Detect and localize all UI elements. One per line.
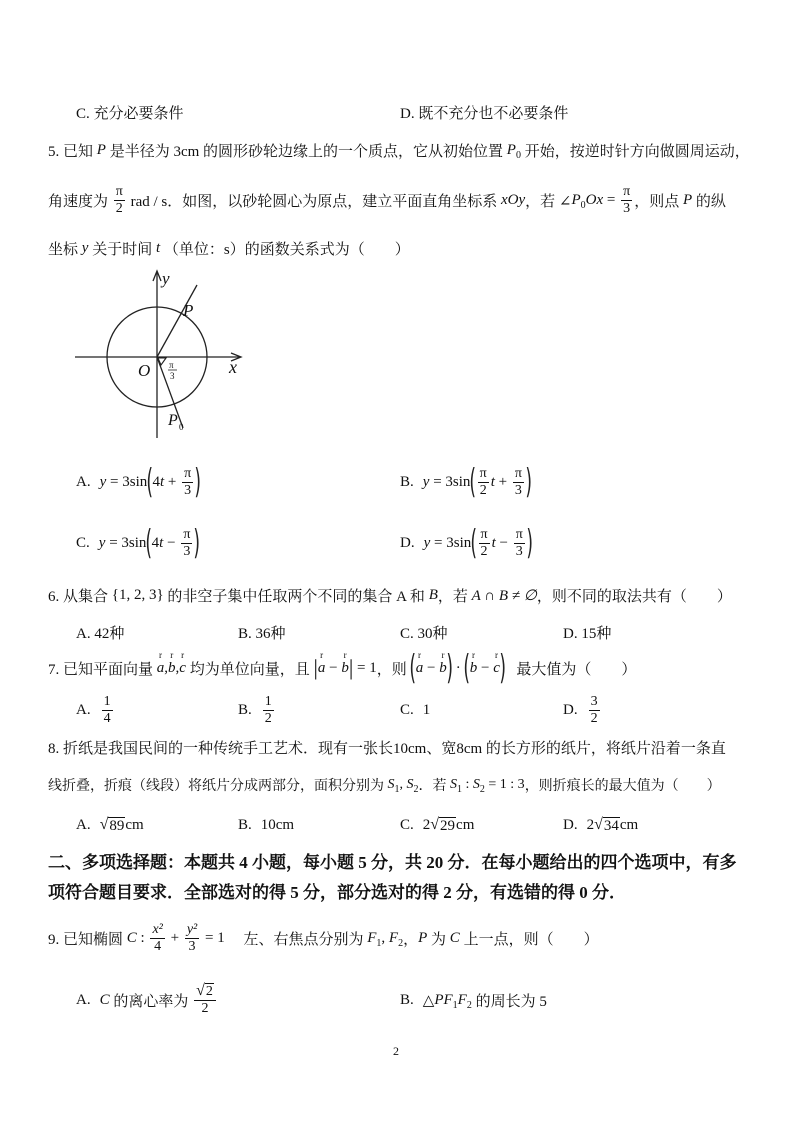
- point-p0-label: P: [168, 412, 178, 429]
- option-label: A.: [76, 991, 91, 1008]
- numerator: π: [479, 465, 487, 481]
- q8-option-c: [400, 810, 474, 840]
- fraction: [102, 694, 113, 727]
- denominator: 2: [590, 710, 598, 726]
- vector-letter: a: [317, 659, 326, 676]
- fraction-pi-over-3: [621, 184, 632, 217]
- q8-stem-line-1: 8. 折纸是我国民间的一种传统手工艺术．现有一张长10cm、宽8cm 的长方形的纸片，将纸片沿着一条直: [48, 740, 726, 757]
- abs-bar-right: |: [348, 655, 354, 680]
- stem-text: （单位：s）的函数关系式为（ ）: [160, 241, 410, 258]
- var-letter: P: [506, 141, 516, 158]
- stem-text: ，则: [376, 661, 411, 678]
- vector-a: [157, 651, 165, 677]
- function-text: = 3sin: [429, 473, 471, 490]
- subscript: 1: [394, 784, 400, 795]
- denominator: 3: [182, 482, 193, 499]
- comma: ,: [399, 777, 407, 792]
- fraction-x2-over-4: [150, 922, 164, 955]
- minus: −: [325, 659, 342, 676]
- vector-letter: c: [493, 659, 500, 676]
- operator: −: [163, 534, 180, 551]
- x-axis-label: x: [229, 357, 237, 377]
- option-text: 的周长为 5: [471, 993, 547, 1010]
- left-paren: (: [145, 523, 153, 563]
- fraction: [478, 466, 489, 499]
- var-c: C: [126, 929, 137, 946]
- stem-text: 7. 已知平面向量: [48, 661, 157, 678]
- area-s2: [407, 777, 419, 793]
- q8-option-a: [76, 810, 144, 840]
- subscript: 1: [452, 999, 458, 1011]
- q8-option-b: [238, 810, 294, 840]
- comma: ,: [175, 659, 180, 676]
- q7-option-d: [563, 695, 602, 725]
- denominator: 4: [150, 938, 164, 955]
- triangle-symbol: △: [422, 992, 435, 1009]
- var-t: t: [155, 239, 161, 256]
- radical-sign: √: [99, 816, 109, 833]
- equals-one: = 1: [201, 929, 225, 946]
- var-p: P: [434, 991, 444, 1008]
- var-letter: S: [450, 777, 457, 792]
- option-label: C.: [400, 816, 414, 833]
- stem-text: ．若: [418, 779, 450, 794]
- operator: +: [494, 473, 511, 490]
- vector-arrow: r: [441, 649, 445, 660]
- point-p0-subscript: 0: [179, 422, 184, 432]
- var-letter: F: [457, 991, 467, 1008]
- stem-text: 均为单位向量，且: [185, 661, 314, 678]
- operator: +: [164, 473, 181, 490]
- unit: cm: [456, 816, 475, 833]
- fraction: [589, 694, 600, 727]
- stem-text: 关于时间: [88, 241, 156, 258]
- var-y: y: [423, 534, 431, 551]
- numerator: x²: [152, 921, 163, 937]
- subscript: 0: [580, 199, 586, 211]
- stem-text: 角速度为: [48, 193, 112, 210]
- radical-sign: √: [594, 816, 603, 833]
- subscript: 2: [398, 937, 404, 949]
- colon: :: [136, 929, 149, 946]
- q4-option-d: D. 既不充分也不必要条件: [400, 105, 569, 122]
- minus: −: [423, 659, 440, 676]
- option-label: A.: [76, 701, 91, 718]
- var-y: y: [422, 473, 430, 490]
- q6-option-c: C. 30种: [400, 625, 448, 642]
- numerator: π: [515, 526, 523, 542]
- unit: cm: [619, 816, 639, 833]
- stem-text: 的纵: [692, 193, 726, 210]
- subscript: 2: [466, 999, 472, 1011]
- fraction: [514, 527, 525, 560]
- numerator: π: [183, 526, 191, 542]
- denominator: 4: [103, 710, 111, 726]
- stem-text: 最大值为（ ）: [505, 661, 637, 678]
- var-t: t: [160, 473, 165, 490]
- stem-text: 5. 已知: [48, 143, 97, 160]
- var-letter: S: [406, 777, 414, 792]
- stem-text: 6. 从集合: [48, 588, 112, 605]
- vector-letter: b: [439, 659, 447, 676]
- section-heading-line-1: 二、多项选择题：本题共 4 小题，每小题 5 分，共 20 分．在每小题给出的四个选项中，有多: [48, 852, 737, 872]
- coefficient: 2: [586, 816, 595, 833]
- numerator: 1: [103, 693, 111, 709]
- q5-stem-line-3: [48, 233, 410, 263]
- coefficient: 4: [151, 534, 160, 551]
- denominator: 2: [478, 482, 489, 499]
- function-text: = 3sin: [106, 473, 148, 490]
- var-c: C: [99, 991, 110, 1008]
- left-paren: (: [146, 462, 154, 502]
- vector-arrow: r: [170, 649, 174, 660]
- stem-text: rad / s．如图，以砂轮圆心为原点，建立平面直角坐标系: [126, 193, 502, 210]
- stem-text: ，则折痕长的最大值为（ ）: [524, 779, 721, 794]
- abs-bar-left: |: [313, 655, 318, 680]
- q9-option-b: [400, 985, 547, 1015]
- fraction: [513, 466, 524, 499]
- q7-option-a: [76, 695, 115, 725]
- q9-stem: [48, 923, 599, 953]
- option-label: A.: [76, 816, 91, 833]
- coefficient: 4: [152, 473, 160, 490]
- var-letter: S: [472, 777, 480, 792]
- q9-option-a: [76, 982, 218, 1016]
- fraction: [182, 466, 193, 499]
- q4-option-c: C. 充分必要条件: [76, 105, 184, 122]
- q7-option-b: [238, 695, 276, 725]
- vector-b: [168, 651, 176, 677]
- vector-letter: b: [341, 659, 349, 676]
- q6-stem: [48, 580, 732, 610]
- var-ox: Ox: [585, 191, 604, 208]
- stem-text: ，若 ∠: [525, 193, 572, 210]
- right-paren: ): [499, 648, 506, 688]
- numerator: 1: [264, 693, 272, 709]
- denominator: 2: [114, 200, 125, 217]
- stem-text: 开始，按逆时针方向做圆周运动，: [520, 143, 750, 160]
- var-p0: [507, 142, 521, 159]
- subscript: 2: [413, 784, 419, 795]
- denominator: 3: [181, 543, 192, 560]
- coefficient: 2: [422, 816, 431, 833]
- stem-text: ，则点: [634, 193, 683, 210]
- fraction: [263, 694, 274, 727]
- radical-sign: √: [196, 982, 205, 999]
- option-label: A.: [76, 473, 91, 490]
- option-text: 的离心率为: [109, 993, 193, 1010]
- origin-label: O: [138, 361, 151, 380]
- var-y: y: [98, 534, 106, 551]
- subscript: 1: [457, 784, 462, 795]
- option-label: B.: [238, 816, 252, 833]
- q5-stem-line-1: [48, 135, 750, 165]
- left-paren: (: [470, 523, 478, 563]
- vector-letter: a: [415, 659, 424, 676]
- set-notation: {1, 2, 3}: [111, 586, 164, 603]
- denominator: 3: [621, 200, 632, 217]
- stem-text: ，若: [437, 588, 472, 605]
- q5-option-b: [400, 462, 532, 502]
- var-c: C: [449, 929, 460, 946]
- vector-arrow: r: [320, 649, 324, 660]
- area-s1: [450, 777, 462, 793]
- operator: −: [495, 534, 512, 551]
- denominator: 3: [185, 938, 199, 955]
- stem-text: ，则不同的取法共有（ ）: [536, 588, 732, 605]
- area-s1: [388, 777, 400, 793]
- stem-text: 上一点，则（ ）: [459, 931, 599, 948]
- var-letter: S: [387, 777, 395, 792]
- subscript: 1: [376, 937, 382, 949]
- vector-c: [179, 651, 186, 677]
- option-label: D.: [400, 534, 415, 551]
- numerator: π: [184, 465, 192, 481]
- right-paren: ): [525, 462, 532, 502]
- comma: ,: [381, 929, 389, 946]
- var-t: t: [490, 473, 495, 490]
- intersection-condition: A ∩ B ≠ ∅: [471, 587, 537, 604]
- fraction-y2-over-3: [185, 922, 199, 955]
- angle-numerator: π: [169, 360, 174, 370]
- q7-option-c: [400, 695, 430, 725]
- numerator: π: [115, 183, 123, 199]
- denominator: 2: [479, 543, 490, 560]
- page-number: 2: [393, 1044, 399, 1058]
- var-letter: F: [367, 929, 377, 946]
- vector-a: [318, 651, 326, 677]
- point-p-label: P: [183, 301, 194, 320]
- var-p0: [572, 192, 586, 209]
- section-heading-line-2: 项符合题目要求．全部选对的得 5 分，部分选对的得 2 分，有选错的得 0 分．: [48, 882, 626, 902]
- q7-stem: [48, 648, 637, 688]
- option-label: B.: [400, 473, 414, 490]
- vector-b: [470, 651, 478, 677]
- left-paren: (: [409, 648, 417, 688]
- q8-stem-line-2: [48, 770, 721, 800]
- q8-option-d: [563, 810, 638, 840]
- vector-arrow: r: [495, 649, 499, 660]
- right-paren: ): [446, 648, 453, 688]
- q5-option-d: [400, 523, 533, 563]
- plus: +: [166, 929, 183, 946]
- stem-text: 左、右焦点分别为: [224, 931, 368, 948]
- dot-product: ·: [451, 659, 465, 676]
- option-label: B.: [400, 991, 414, 1008]
- subscript: 0: [515, 149, 521, 161]
- focus-f1: [443, 992, 457, 1009]
- q6-option-d: D. 15种: [563, 625, 612, 642]
- var-y: y: [99, 473, 107, 490]
- denominator: 2: [264, 710, 272, 726]
- numerator: π: [623, 183, 631, 199]
- var-t: t: [491, 534, 496, 551]
- vector-arrow: r: [343, 649, 347, 660]
- option-label: C.: [76, 534, 90, 551]
- fraction: [479, 527, 490, 560]
- fraction-sqrt2-over-2: [194, 983, 216, 1017]
- subscript: 2: [479, 784, 485, 795]
- fraction-pi-over-2: [114, 184, 125, 217]
- numerator: π: [480, 526, 488, 542]
- var-b: B: [428, 586, 438, 603]
- stem-text: 的非空子集中任取两个不同的集合 A 和: [163, 588, 429, 605]
- q5-stem-line-2: [48, 185, 726, 215]
- focus-f2: [458, 992, 472, 1009]
- comma: ,: [164, 659, 169, 676]
- vector-arrow: r: [417, 649, 421, 660]
- radical-sign: √: [430, 816, 440, 833]
- vector-arrow: r: [159, 649, 163, 660]
- minus: −: [477, 659, 494, 676]
- area-s2: [473, 777, 485, 793]
- var-letter: F: [388, 929, 399, 946]
- vector-arrow: r: [181, 649, 185, 660]
- fraction: [181, 527, 192, 560]
- right-paren: ): [194, 462, 202, 502]
- var-letter: P: [571, 191, 581, 208]
- vector-letter: a: [156, 659, 165, 676]
- radicand: 89: [109, 817, 125, 834]
- unit-circle-figure: [70, 265, 255, 440]
- y-axis-label: y: [162, 269, 170, 288]
- numerator: π: [514, 465, 522, 481]
- stem-text: ，: [403, 931, 419, 948]
- vector-b: [341, 651, 349, 677]
- vector-letter: b: [469, 659, 478, 676]
- q5-option-a: [76, 462, 202, 502]
- option-value: 10cm: [260, 816, 295, 833]
- numerator: [194, 983, 216, 1000]
- right-paren: ): [193, 523, 201, 563]
- function-text: = 3sin: [430, 534, 472, 551]
- var-y: y: [81, 239, 89, 256]
- focus-f1: [367, 930, 381, 947]
- equals-one: = 1: [353, 659, 377, 676]
- option-label: B.: [238, 701, 252, 718]
- denominator: 3: [514, 543, 525, 560]
- ratio-colon: :: [462, 777, 473, 792]
- vector-arrow: r: [471, 649, 475, 660]
- left-paren: (: [469, 462, 477, 502]
- stem-text: 坐标: [48, 241, 82, 258]
- var-letter: F: [443, 991, 453, 1008]
- angle-denominator: 3: [170, 371, 175, 381]
- radicand: 29: [440, 817, 456, 834]
- radicand: 2: [205, 984, 213, 999]
- stem-text: 9. 已知椭圆: [48, 931, 127, 948]
- q6-option-b: B. 36种: [238, 625, 286, 642]
- numerator: y²: [186, 921, 198, 937]
- vector-letter: c: [179, 659, 186, 676]
- q5-option-c: [76, 523, 201, 563]
- radicand: 34: [603, 817, 619, 834]
- focus-f2: [389, 930, 403, 947]
- vector-letter: b: [168, 659, 176, 676]
- option-label: D.: [563, 816, 578, 833]
- numerator: 3: [590, 693, 598, 709]
- option-label: D.: [563, 701, 578, 718]
- option-value: 1: [422, 701, 431, 718]
- option-label: C.: [400, 701, 414, 718]
- denominator: 2: [194, 1000, 216, 1017]
- right-paren: ): [526, 523, 533, 563]
- stem-text: 是半径为 3cm 的圆形砂轮边缘上的一个质点，它从初始位置: [105, 143, 507, 160]
- vector-a: [416, 651, 424, 677]
- function-text: = 3sin: [105, 534, 147, 551]
- denominator: 3: [513, 482, 524, 499]
- var-p: P: [96, 141, 106, 158]
- var-p: P: [418, 929, 428, 946]
- ratio-value: = 1 : 3: [484, 777, 525, 792]
- var-p: P: [682, 191, 693, 208]
- q6-option-a: A. 42种: [76, 625, 125, 642]
- stem-text: 为: [427, 931, 450, 948]
- stem-text: 线折叠，折痕（线段）将纸片分成两部分，面积分别为: [48, 779, 388, 794]
- unit: cm: [125, 816, 144, 833]
- var-xoy: xOy: [501, 191, 526, 208]
- left-paren: (: [463, 648, 471, 688]
- stem-text: =: [603, 191, 620, 208]
- var-t: t: [159, 534, 164, 551]
